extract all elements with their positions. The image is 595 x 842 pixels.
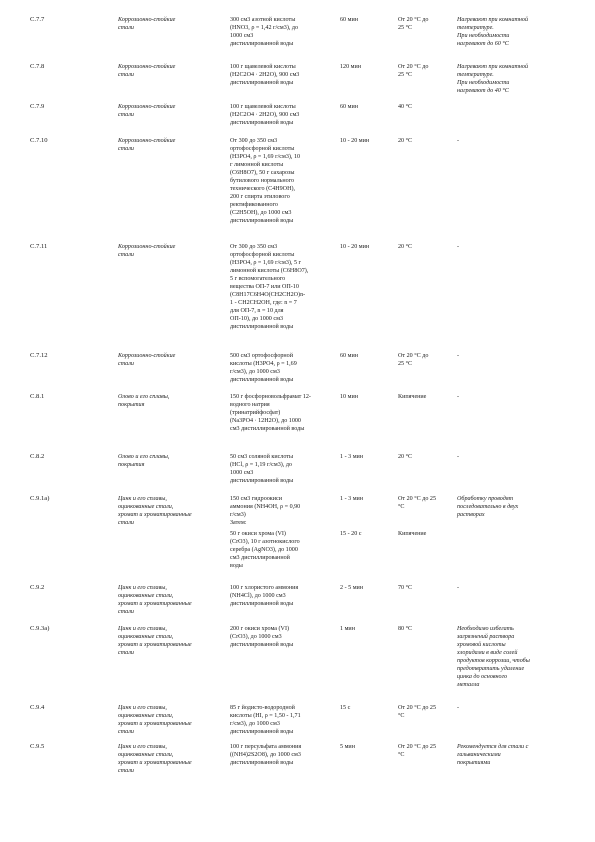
row-solution: 50 г окиси хрома (VI) (CrO3), 10 г азотнокислого серебра (AgNO3), до 1000 см3 дистиллированной воды (230, 531, 300, 569)
row-solution: 100 г щавелевой кислоты (H2C2O4 · 2H2O), 900 см3 дистиллированной воды (230, 104, 300, 126)
row-material: Цинк и его сплавы, оцинкованные стали, хромат и хроматированные стали (118, 496, 192, 526)
row-code: C.7.12 (30, 352, 48, 359)
row-time: 15 - 20 с (340, 531, 362, 537)
row-notes: - (457, 244, 460, 250)
row-time: 10 мин (340, 394, 358, 400)
row-material: Олово и его сплавы, покрытия (118, 394, 170, 408)
row-solution: 150 см3 гидроокиси аммония (NH4OH, ρ = 0,90 г/см3) Затем: (230, 496, 301, 526)
row-notes: - (457, 705, 460, 711)
row-notes: - (457, 353, 460, 359)
row-notes: - (457, 454, 460, 460)
row-time: 120 мин (340, 64, 362, 70)
row-code: C.9.4 (30, 704, 45, 711)
row-code: C.9.3a) (30, 625, 50, 632)
row-material: Коррозионно-стойкие стали (118, 17, 176, 31)
row-time: 10 - 20 мин (340, 244, 370, 250)
row-time: 10 - 20 мин (340, 138, 370, 144)
row-temperature: От 20 °C до 25 °C (398, 17, 429, 31)
row-temperature: 40 °C (398, 104, 413, 110)
row-material: Коррозионно-стойкие стали (118, 104, 176, 118)
row-solution: 150 г фосфорновольфрамат 12- водного натрия (тринатрийфосфат) (Na3PO4 · 12H2O), до 1000 см3 дистиллированной воды (230, 394, 311, 432)
row-code: C.9.1a) (30, 495, 50, 502)
row-time: 1 - 3 мин (340, 454, 364, 460)
row-temperature: Кипячение (398, 531, 427, 537)
row-notes: - (457, 394, 460, 400)
row-code: C.8.2 (30, 453, 45, 460)
row-material: Коррозионно-стойкие стали (118, 353, 176, 367)
row-code: C.7.10 (30, 137, 48, 144)
row-time: 5 мин (340, 744, 355, 750)
row-notes: - (457, 585, 460, 591)
row-time: 15 с (340, 705, 351, 711)
row-temperature: От 20 °C до 25 °C (398, 64, 429, 78)
row-temperature: 80 °C (398, 626, 413, 632)
row-temperature: Кипячение (398, 394, 427, 400)
row-material: Олово и его сплавы, покрытия (118, 454, 170, 468)
row-code: C.9.2 (30, 584, 45, 591)
row-notes: Необходимо избегать загрязнений раствора хромовой кислоты хлоридами в виде солей продуктов коррозии, чтобы предотвратить удаление цинка до основного металла (457, 626, 530, 688)
row-time: 60 мин (340, 353, 358, 359)
row-solution: 100 г персульфата аммония ((NH4)2S2O8), до 1000 см3 дистиллированной воды (230, 744, 302, 766)
row-temperature: 20 °C (398, 454, 413, 460)
row-code: C.7.8 (30, 63, 45, 70)
row-solution: 85 г йодисто-водородной кислоты (HI, ρ = 1,50 - 1,71 г/см3), до 1000 см3 дистиллированной воды (230, 705, 301, 735)
row-notes: - (457, 138, 460, 144)
row-time: 2 - 5 мин (340, 585, 364, 591)
row-notes: Обработку проводят последовательно в двух растворах (457, 496, 519, 518)
row-solution: 200 г окиси хрома (VI) (CrO3), до 1000 см3 дистиллированной воды (230, 626, 294, 648)
row-solution: 300 см3 азотной кислоты (HNO3, ρ = 1,42 г/см3), до 1000 см3 дистиллированной воды (230, 17, 299, 47)
row-temperature: 70 °C (398, 585, 413, 591)
row-material: Коррозионно-стойкие стали (118, 138, 176, 152)
row-material: Цинк и его сплавы, оцинкованные стали, хромат и хроматированные стали (118, 744, 192, 774)
row-solution: 500 см3 ортофосфорной кислоты (H3PO4, ρ = 1,69 г/см3), до 1000 см3 дистиллированной воды (230, 353, 297, 383)
row-notes: Нагревают при комнатной температуре. При необходимости нагревают до 40 °C (457, 64, 529, 94)
row-temperature: От 20 °C до 25 °C (398, 353, 429, 367)
row-time: 60 мин (340, 17, 358, 23)
row-temperature: 20 °C (398, 138, 413, 144)
row-temperature: 20 °C (398, 244, 413, 250)
row-solution: 50 см3 соляной кислоты (HCl, ρ = 1,19 г/см3), до 1000 см3 дистиллированной воды (230, 454, 294, 484)
row-temperature: От 20 °C до 25 °C (398, 744, 436, 758)
row-solution: 100 г хлористого аммония (NH4Cl), до 1000 см3 дистиллированной воды (230, 585, 299, 607)
row-code: C.8.1 (30, 393, 45, 400)
row-time: 60 мин (340, 104, 358, 110)
row-time: 1 - 3 мин (340, 496, 364, 502)
row-code: C.7.7 (30, 16, 45, 23)
row-solution: От 300 до 350 см3 ортофосфорной кислоты (H3PO4, ρ = 1,69 г/см3), 10 г лимонной кислоты (C6H8O7), 50 г сахарозы бутилового нормального технического (C4H9OH), 200 г спирта этилового ректификованного (C2H5OH), до 1000 см3 дистиллированной воды (230, 138, 301, 224)
row-temperature: От 20 °C до 25 °C (398, 705, 436, 719)
row-time: 1 мин (340, 626, 355, 632)
row-material: Цинк и его сплавы, оцинкованные стали, хромат и хроматированные стали (118, 626, 192, 656)
row-code: C.9.5 (30, 743, 45, 750)
row-notes: Нагревают при комнатной температуре. При необходимости нагревают до 60 °C (457, 17, 529, 47)
row-notes: Рекомендуется для стали с гальваническими покрытиями (457, 744, 529, 766)
row-temperature: От 20 °C до 25 °C (398, 496, 436, 510)
row-material: Цинк и его сплавы, оцинкованные стали, хромат и хроматированные стали (118, 585, 192, 615)
row-code: C.7.11 (30, 243, 48, 250)
row-solution: От 300 до 350 см3 ортофосфорной кислоты (H3PO4, ρ = 1,69 г/см3), 5 г лимонной кислоты (C6H8O7), 5 г вспомогательного вещества ОП-7 или ОП-10 (C8H17C6H4O(CH2CH2O)n- 1 - CH2CH2OH, где: n = 7 для ОП-7, n = 10 для ОП-10), до 1000 см3 дистиллированной воды (230, 244, 309, 330)
row-code: C.7.9 (30, 103, 45, 110)
row-solution: 100 г щавелевой кислоты (H2C2O4 · 2H2O), 900 см3 дистиллированной воды (230, 64, 300, 86)
row-material: Коррозионно-стойкие стали (118, 244, 176, 258)
row-material: Коррозионно-стойкие стали (118, 64, 176, 78)
row-material: Цинк и его сплавы, оцинкованные стали, хромат и хроматированные стали (118, 705, 192, 735)
